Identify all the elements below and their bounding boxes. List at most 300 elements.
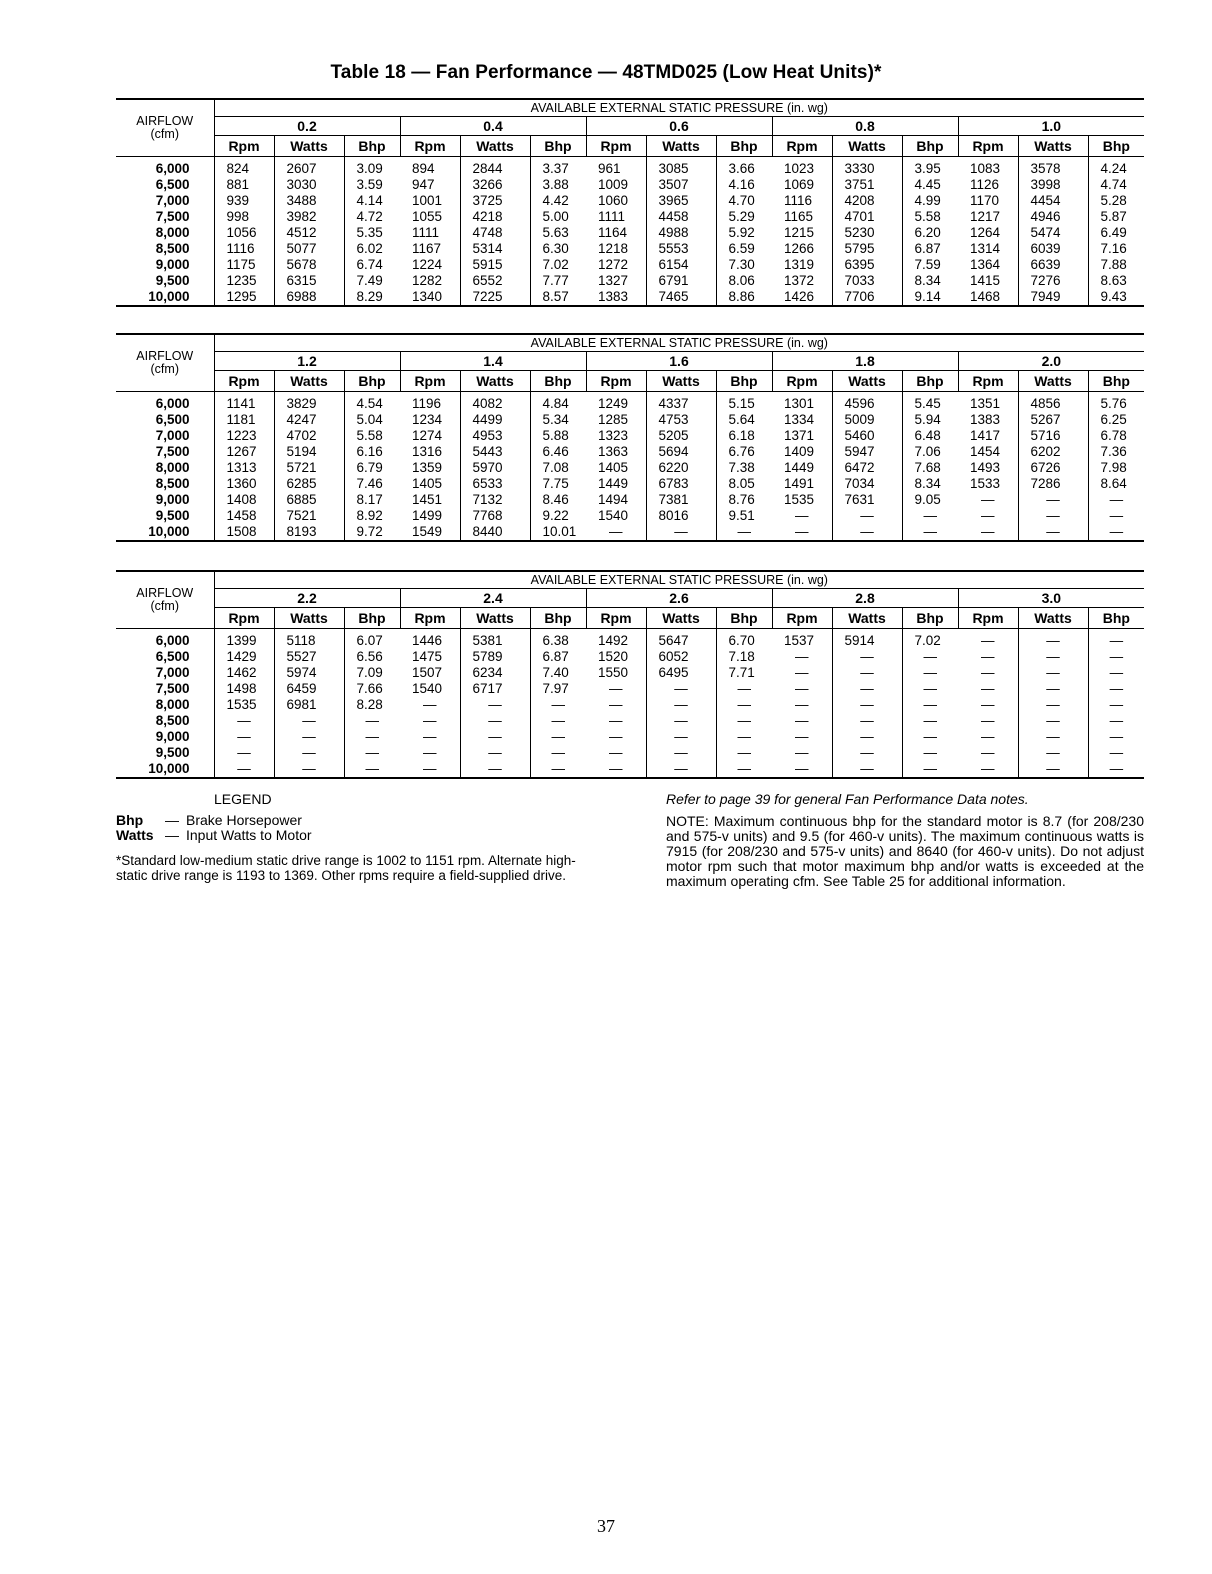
value-cell: — xyxy=(958,680,1018,696)
value-cell: — xyxy=(716,523,772,541)
table-row xyxy=(116,288,1144,306)
value-cell: 5194 xyxy=(274,443,344,459)
value-cell: 1295 xyxy=(214,288,274,306)
value-cell: 5118 xyxy=(274,629,344,649)
value-cell: 7.75 xyxy=(542,475,569,491)
value-cell: 7.06 xyxy=(914,443,941,459)
value-cell: 6202 xyxy=(1018,443,1088,459)
column-header: Bhp xyxy=(902,608,958,629)
column-header: Watts xyxy=(274,136,344,157)
value-cell: — xyxy=(1018,712,1088,728)
pressure-value: 1.6 xyxy=(586,352,772,371)
value-cell: 1491 xyxy=(772,475,832,491)
value-cell: 7.66 xyxy=(356,680,383,696)
legend xyxy=(116,792,636,883)
page-title: Table 18 — Fan Performance — 48TMD025 (Low Heat Units)* xyxy=(330,62,882,83)
value-cell: 7.09 xyxy=(356,664,383,680)
value-cell: 1164 xyxy=(586,224,646,240)
static-pressure-header: AVAILABLE EXTERNAL STATIC PRESSURE (in. wg) xyxy=(214,99,1144,117)
value-cell: 5678 xyxy=(274,256,344,272)
value-cell: 1426 xyxy=(772,288,832,306)
fan-table-block-3 xyxy=(116,570,1144,779)
table-row xyxy=(116,744,1144,760)
value-cell: 7.40 xyxy=(542,664,569,680)
value-cell: 3725 xyxy=(460,192,530,208)
value-cell: — xyxy=(1109,696,1124,712)
value-cell: 5974 xyxy=(274,664,344,680)
value-cell: — xyxy=(1018,696,1088,712)
value-cell: 1409 xyxy=(772,443,832,459)
value-cell: — xyxy=(958,664,1018,680)
value-cell: 1167 xyxy=(400,240,460,256)
table-row xyxy=(116,224,1144,240)
column-header: Watts xyxy=(832,136,902,157)
value-cell: 2844 xyxy=(460,157,530,177)
value-cell: — xyxy=(923,648,937,664)
value-cell: 4218 xyxy=(460,208,530,224)
value-cell: 6.76 xyxy=(728,443,755,459)
page-number: 37 xyxy=(597,1516,615,1536)
value-cell: 1429 xyxy=(214,648,274,664)
value-cell: 1319 xyxy=(772,256,832,272)
value-cell: 4856 xyxy=(1018,392,1088,412)
value-cell: 1458 xyxy=(214,507,274,523)
airflow-cell: 7,500 xyxy=(116,443,214,459)
value-cell: 894 xyxy=(400,157,460,177)
value-cell: 8.34 xyxy=(914,272,941,288)
column-header: Rpm xyxy=(400,608,460,629)
value-cell: 1285 xyxy=(586,411,646,427)
airflow-cell: 6,500 xyxy=(116,411,214,427)
value-cell: 6791 xyxy=(646,272,716,288)
value-cell: 1223 xyxy=(214,427,274,443)
value-cell: 9.05 xyxy=(914,491,941,507)
value-cell: 5527 xyxy=(274,648,344,664)
column-header: Watts xyxy=(1018,136,1088,157)
value-cell: 5.34 xyxy=(542,411,569,427)
value-cell: — xyxy=(214,744,274,760)
value-cell: — xyxy=(214,760,274,778)
value-cell: 4082 xyxy=(460,392,530,412)
value-cell: — xyxy=(958,712,1018,728)
legend-title: LEGEND xyxy=(214,791,272,807)
value-cell: 5474 xyxy=(1018,224,1088,240)
value-cell: 4.45 xyxy=(914,176,941,192)
value-cell: 1371 xyxy=(772,427,832,443)
airflow-unit: (cfm) xyxy=(150,127,179,141)
value-cell: — xyxy=(646,696,716,712)
value-cell: 1301 xyxy=(772,392,832,412)
value-cell: 1316 xyxy=(400,443,460,459)
value-cell: 1475 xyxy=(400,648,460,664)
table-row xyxy=(116,680,1144,696)
value-cell: — xyxy=(772,696,832,712)
value-cell: 8.92 xyxy=(356,507,383,523)
value-cell: 7276 xyxy=(1018,272,1088,288)
value-cell: 1360 xyxy=(214,475,274,491)
value-cell: — xyxy=(274,744,344,760)
value-cell: 6639 xyxy=(1018,256,1088,272)
value-cell: 6.59 xyxy=(728,240,755,256)
value-cell: — xyxy=(530,760,586,778)
legend-dash: — xyxy=(165,827,179,843)
value-cell: — xyxy=(365,728,379,744)
value-cell: 5.00 xyxy=(542,208,569,224)
value-cell: 4988 xyxy=(646,224,716,240)
value-cell: — xyxy=(586,760,646,778)
column-header: Rpm xyxy=(772,608,832,629)
value-cell: 1415 xyxy=(958,272,1018,288)
column-header: Rpm xyxy=(214,371,274,392)
value-cell: 1175 xyxy=(214,256,274,272)
fan-performance-table xyxy=(116,333,1144,542)
value-cell: 6783 xyxy=(646,475,716,491)
column-header: Bhp xyxy=(530,136,586,157)
value-cell: 6.87 xyxy=(542,648,569,664)
value-cell: — xyxy=(460,728,530,744)
value-cell: 5.35 xyxy=(356,224,383,240)
value-cell: 6.02 xyxy=(356,240,383,256)
value-cell: 5721 xyxy=(274,459,344,475)
value-cell: 3085 xyxy=(646,157,716,177)
value-cell: — xyxy=(772,728,832,744)
value-cell: 1267 xyxy=(214,443,274,459)
legend-definition: Brake Horsepower xyxy=(186,812,302,828)
value-cell: 7949 xyxy=(1018,288,1088,306)
value-cell: 7.88 xyxy=(1100,256,1127,272)
value-cell: 6533 xyxy=(460,475,530,491)
value-cell: 6552 xyxy=(460,272,530,288)
value-cell: 7.30 xyxy=(728,256,755,272)
value-cell: 4.72 xyxy=(356,208,383,224)
pressure-value: 2.2 xyxy=(214,589,400,608)
column-header: Bhp xyxy=(716,136,772,157)
value-cell: 1417 xyxy=(958,427,1018,443)
value-cell: — xyxy=(716,760,772,778)
value-cell: 4946 xyxy=(1018,208,1088,224)
value-cell: — xyxy=(772,744,832,760)
table-row xyxy=(116,392,1144,412)
value-cell: 7225 xyxy=(460,288,530,306)
value-cell: 6495 xyxy=(646,664,716,680)
value-cell: 4454 xyxy=(1018,192,1088,208)
value-cell: 1215 xyxy=(772,224,832,240)
airflow-label: AIRFLOW xyxy=(136,586,194,600)
value-cell: — xyxy=(551,744,565,760)
value-cell: 6.79 xyxy=(356,459,383,475)
value-cell: 939 xyxy=(214,192,274,208)
value-cell: 1364 xyxy=(958,256,1018,272)
value-cell: 5.29 xyxy=(728,208,755,224)
value-cell: — xyxy=(923,680,937,696)
value-cell: 1537 xyxy=(772,629,832,649)
value-cell: 6.07 xyxy=(356,632,383,648)
value-cell: — xyxy=(400,760,460,778)
value-cell: 1408 xyxy=(214,491,274,507)
airflow-cell: 6,000 xyxy=(116,392,214,412)
value-cell: — xyxy=(958,523,1018,541)
value-cell: — xyxy=(832,507,902,523)
pressure-value: 1.2 xyxy=(214,352,400,371)
value-cell: 5.64 xyxy=(728,411,755,427)
value-cell: 8.63 xyxy=(1100,272,1127,288)
value-cell: — xyxy=(1109,632,1124,648)
value-cell: 1111 xyxy=(400,224,460,240)
value-cell: 1383 xyxy=(958,411,1018,427)
value-cell: 8.46 xyxy=(542,491,569,507)
value-cell: 1493 xyxy=(958,459,1018,475)
column-header: Watts xyxy=(274,608,344,629)
value-cell: 6.78 xyxy=(1100,427,1127,443)
value-cell: 1451 xyxy=(400,491,460,507)
value-cell: 3998 xyxy=(1018,176,1088,192)
value-cell: — xyxy=(1018,744,1088,760)
value-cell: 2607 xyxy=(274,157,344,177)
value-cell: — xyxy=(958,728,1018,744)
value-cell: — xyxy=(737,728,751,744)
value-cell: 7286 xyxy=(1018,475,1088,491)
value-cell: 1405 xyxy=(400,475,460,491)
value-cell: 3488 xyxy=(274,192,344,208)
value-cell: 1116 xyxy=(772,192,832,208)
value-cell: 5.28 xyxy=(1100,192,1127,208)
value-cell: 1009 xyxy=(586,176,646,192)
value-cell: 7631 xyxy=(832,491,902,507)
value-cell: 5267 xyxy=(1018,411,1088,427)
column-header: Watts xyxy=(832,608,902,629)
fan-performance-table xyxy=(116,570,1144,779)
airflow-cell: 6,500 xyxy=(116,176,214,192)
table-row xyxy=(116,256,1144,272)
table-row xyxy=(116,491,1144,507)
value-cell: 5914 xyxy=(832,629,902,649)
column-header: Rpm xyxy=(586,608,646,629)
value-cell: 1549 xyxy=(400,523,460,541)
value-cell: 5443 xyxy=(460,443,530,459)
value-cell: 5230 xyxy=(832,224,902,240)
value-cell: — xyxy=(460,696,530,712)
value-cell: — xyxy=(772,680,832,696)
value-cell: — xyxy=(1109,680,1124,696)
value-cell: 1520 xyxy=(586,648,646,664)
value-cell: 4753 xyxy=(646,411,716,427)
airflow-label: AIRFLOW xyxy=(136,349,194,363)
value-cell: 8.76 xyxy=(728,491,755,507)
value-cell: — xyxy=(646,728,716,744)
value-cell: — xyxy=(958,744,1018,760)
value-cell: 1535 xyxy=(214,696,274,712)
value-cell: 1383 xyxy=(586,288,646,306)
value-cell: 7.97 xyxy=(542,680,569,696)
value-cell: 1170 xyxy=(958,192,1018,208)
value-cell: 4458 xyxy=(646,208,716,224)
pressure-value: 1.4 xyxy=(400,352,586,371)
value-cell: — xyxy=(832,680,902,696)
value-cell: 8.17 xyxy=(356,491,383,507)
value-cell: — xyxy=(832,648,902,664)
value-cell: 6.25 xyxy=(1100,411,1127,427)
value-cell: 6.87 xyxy=(914,240,941,256)
value-cell: — xyxy=(772,712,832,728)
value-cell: — xyxy=(832,664,902,680)
value-cell: 5.04 xyxy=(356,411,383,427)
value-cell: 1508 xyxy=(214,523,274,541)
value-cell: 5.58 xyxy=(914,208,941,224)
value-cell: 3.95 xyxy=(914,160,941,176)
value-cell: 5.76 xyxy=(1100,395,1127,411)
pressure-value: 2.8 xyxy=(772,589,958,608)
value-cell: 1454 xyxy=(958,443,1018,459)
value-cell: — xyxy=(551,728,565,744)
column-header: Bhp xyxy=(716,371,772,392)
column-header: Bhp xyxy=(1088,371,1144,392)
value-cell: 1535 xyxy=(772,491,832,507)
value-cell: 7706 xyxy=(832,288,902,306)
value-cell: — xyxy=(832,712,902,728)
column-header: Rpm xyxy=(586,371,646,392)
value-cell: 1372 xyxy=(772,272,832,288)
value-cell: — xyxy=(1088,523,1144,541)
value-cell: 1314 xyxy=(958,240,1018,256)
fan-table-block-1 xyxy=(116,98,1144,307)
value-cell: — xyxy=(586,728,646,744)
airflow-cell: 6,000 xyxy=(116,629,214,649)
value-cell: 6.48 xyxy=(914,427,941,443)
value-cell: 5.94 xyxy=(914,411,941,427)
pressure-value: 1.8 xyxy=(772,352,958,371)
value-cell: — xyxy=(772,760,832,778)
value-cell: 5694 xyxy=(646,443,716,459)
value-cell: 3.88 xyxy=(542,176,569,192)
value-cell: 1399 xyxy=(214,629,274,649)
value-cell: 1001 xyxy=(400,192,460,208)
value-cell: — xyxy=(958,696,1018,712)
airflow-cell: 9,500 xyxy=(116,272,214,288)
value-cell: — xyxy=(460,760,530,778)
value-cell: 5009 xyxy=(832,411,902,427)
value-cell: 7381 xyxy=(646,491,716,507)
value-cell: 5381 xyxy=(460,629,530,649)
value-cell: 6.16 xyxy=(356,443,383,459)
value-cell: 1498 xyxy=(214,680,274,696)
value-cell: 7.46 xyxy=(356,475,383,491)
value-cell: 4953 xyxy=(460,427,530,443)
value-cell: 1449 xyxy=(772,459,832,475)
value-cell: 7465 xyxy=(646,288,716,306)
static-pressure-header: AVAILABLE EXTERNAL STATIC PRESSURE (in. wg) xyxy=(214,334,1144,352)
value-cell: 1234 xyxy=(400,411,460,427)
value-cell: 4499 xyxy=(460,411,530,427)
legend-item-watts xyxy=(116,828,636,843)
value-cell: — xyxy=(1088,760,1144,778)
airflow-cell: 8,500 xyxy=(116,475,214,491)
value-cell: — xyxy=(923,744,937,760)
airflow-cell: 9,500 xyxy=(116,744,214,760)
value-cell: 3.59 xyxy=(356,176,383,192)
value-cell: 5915 xyxy=(460,256,530,272)
pressure-value: 0.8 xyxy=(772,117,958,136)
pressure-value: 0.4 xyxy=(400,117,586,136)
pressure-value: 0.2 xyxy=(214,117,400,136)
value-cell: 6.49 xyxy=(1100,224,1127,240)
column-header: Watts xyxy=(460,608,530,629)
value-cell: 6234 xyxy=(460,664,530,680)
table-row xyxy=(116,443,1144,459)
notes xyxy=(666,792,1144,889)
table-row xyxy=(116,240,1144,256)
table-row xyxy=(116,629,1144,649)
value-cell: 1550 xyxy=(586,664,646,680)
value-cell: — xyxy=(1018,491,1088,507)
value-cell: 5077 xyxy=(274,240,344,256)
value-cell: — xyxy=(923,507,937,523)
value-cell: 3330 xyxy=(832,157,902,177)
column-header: Rpm xyxy=(772,371,832,392)
value-cell: 1334 xyxy=(772,411,832,427)
value-cell: 947 xyxy=(400,176,460,192)
table-row xyxy=(116,208,1144,224)
value-cell: — xyxy=(958,648,1018,664)
value-cell: — xyxy=(902,523,958,541)
value-cell: 881 xyxy=(214,176,274,192)
value-cell: — xyxy=(1018,664,1088,680)
table-row xyxy=(116,176,1144,192)
value-cell: — xyxy=(586,680,646,696)
value-cell: 5314 xyxy=(460,240,530,256)
value-cell: — xyxy=(1109,728,1124,744)
value-cell: 998 xyxy=(214,208,274,224)
value-cell: 4.74 xyxy=(1100,176,1127,192)
value-cell: 7.02 xyxy=(542,256,569,272)
value-cell: 1274 xyxy=(400,427,460,443)
value-cell: — xyxy=(1018,523,1088,541)
table-row xyxy=(116,157,1144,177)
value-cell: 1340 xyxy=(400,288,460,306)
column-header: Watts xyxy=(1018,608,1088,629)
value-cell: 1507 xyxy=(400,664,460,680)
value-cell: 3266 xyxy=(460,176,530,192)
value-cell: — xyxy=(832,744,902,760)
value-cell: 6717 xyxy=(460,680,530,696)
value-cell: 1405 xyxy=(586,459,646,475)
value-cell: 4596 xyxy=(832,392,902,412)
value-cell: 3507 xyxy=(646,176,716,192)
legend-definition: Input Watts to Motor xyxy=(186,827,312,843)
value-cell: — xyxy=(737,680,751,696)
value-cell: 6472 xyxy=(832,459,902,475)
value-cell: 1224 xyxy=(400,256,460,272)
legend-dash: — xyxy=(165,812,179,828)
value-cell: 6039 xyxy=(1018,240,1088,256)
column-header: Rpm xyxy=(772,136,832,157)
airflow-cell: 9,000 xyxy=(116,491,214,507)
value-cell: 5.15 xyxy=(728,395,755,411)
value-cell: 6981 xyxy=(274,696,344,712)
value-cell: — xyxy=(646,712,716,728)
value-cell: 6.18 xyxy=(728,427,755,443)
value-cell: 1540 xyxy=(586,507,646,523)
value-cell: 4337 xyxy=(646,392,716,412)
value-cell: 1217 xyxy=(958,208,1018,224)
value-cell: 4701 xyxy=(832,208,902,224)
value-cell: 1165 xyxy=(772,208,832,224)
airflow-cell: 6,000 xyxy=(116,157,214,177)
value-cell: 5460 xyxy=(832,427,902,443)
value-cell: — xyxy=(832,760,902,778)
column-header: Rpm xyxy=(586,136,646,157)
value-cell: 5.45 xyxy=(914,395,941,411)
value-cell: 1499 xyxy=(400,507,460,523)
